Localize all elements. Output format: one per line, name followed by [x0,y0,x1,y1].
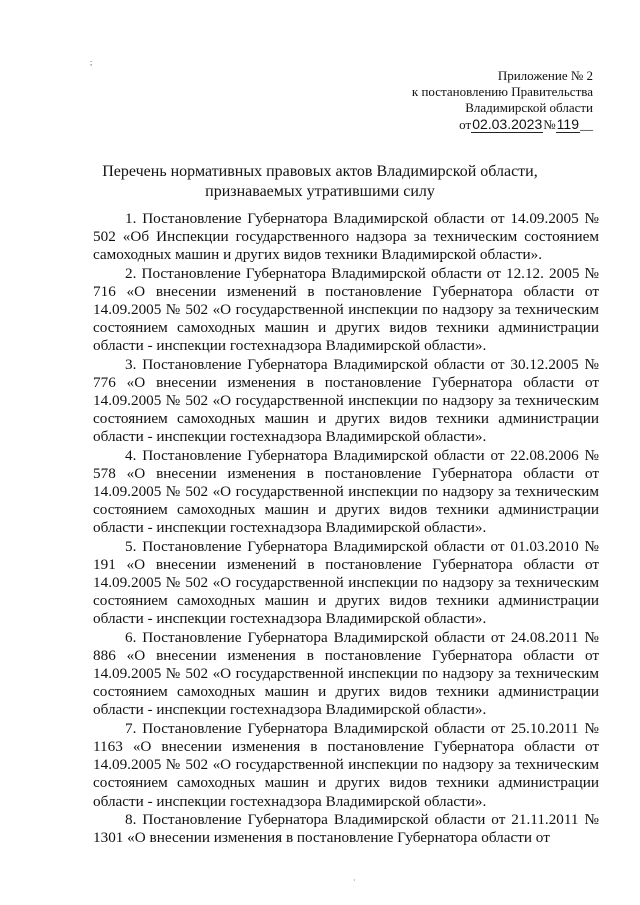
number-value: 119 [556,116,579,132]
list-item: 8. Постановление Губернатора Владимирской области от 21.11.2011 № 1301 «О внесении изменения в постановление Губернатора области от [93,810,599,846]
list-item: 7. Постановление Губернатора Владимирской области от 25.10.2011 № 1163 «О внесении изменения в постановление Губернатора области от 14.09.2005 № 502 «О государственной инспекции по надзору за техническим состоянием самоходных машин и других видов техники администрации области - инспекции гостехнадзора Владимирской области». [93,719,599,810]
scan-speck: · [353,876,356,885]
acts-list [93,210,599,847]
appendix-region: Владимирской области [465,100,593,115]
appendix-resolution-ref: к постановлению Правительства [411,84,593,99]
list-item: 2. Постановление Губернатора Владимирской области от 12.12. 2005 № 716 «О внесении изменений в постановление Губернатора области от 14.09.2005 № 502 «О государственной инспекции по надзору за техническим состоянием самоходных машин и других видов техники администрации области - инспекции гостехнадзора Владимирской области». [93,264,599,355]
number-trail: __ [580,117,593,132]
document-title [80,162,560,202]
date-value: 02.03.2023 [472,116,543,132]
title-line-2: признаваемых утратившими силу [205,183,435,200]
list-item: 5. Постановление Губернатора Владимирской области от 01.03.2010 № 191 «О внесении изменений в постановление Губернатора области от 14.09.2005 № 502 «О государственной инспекции по надзору за техническим состоянием самоходных машин и других видов техники администрации области - инспекции гостехнадзора Владимирской области». [93,537,599,628]
title-line-1: Перечень нормативных правовых актов Владимирской области, [102,163,538,180]
list-item: 6. Постановление Губернатора Владимирской области от 24.08.2011 № 886 «О внесении изменения в постановление Губернатора области от 14.09.2005 № 502 «О государственной инспекции по надзору за техническим состоянием самоходных машин и других видов техники администрации области - инспекции гостехнадзора Владимирской области». [93,628,599,719]
appendix-date-number [353,116,593,133]
list-item: 4. Постановление Губернатора Владимирской области от 22.08.2006 № 578 «О внесении изменения в постановление Губернатора области от 14.09.2005 № 502 «О государственной инспекции по надзору за техническим состоянием самоходных машин и других видов техники администрации области - инспекции гостехнадзора Владимирской области». [93,446,599,537]
list-item: 1. Постановление Губернатора Владимирской области от 14.09.2005 № 502 «Об Инспекции государственного надзора за техническим состоянием самоходных машин и других видов техники Владимирской области». [93,210,599,264]
number-prefix: № [543,117,556,132]
date-prefix: от [459,117,472,132]
appendix-title: Приложение № 2 [497,68,593,83]
scan-speck: ; [90,58,93,67]
appendix-header [353,68,593,133]
list-item: 3. Постановление Губернатора Владимирской области от 30.12.2005 № 776 «О внесении изменения в постановление Губернатора области от 14.09.2005 № 502 «О государственной инспекции по надзору за техническим состоянием самоходных машин и других видов техники администрации области - инспекции гостехнадзора Владимирской области». [93,355,599,446]
